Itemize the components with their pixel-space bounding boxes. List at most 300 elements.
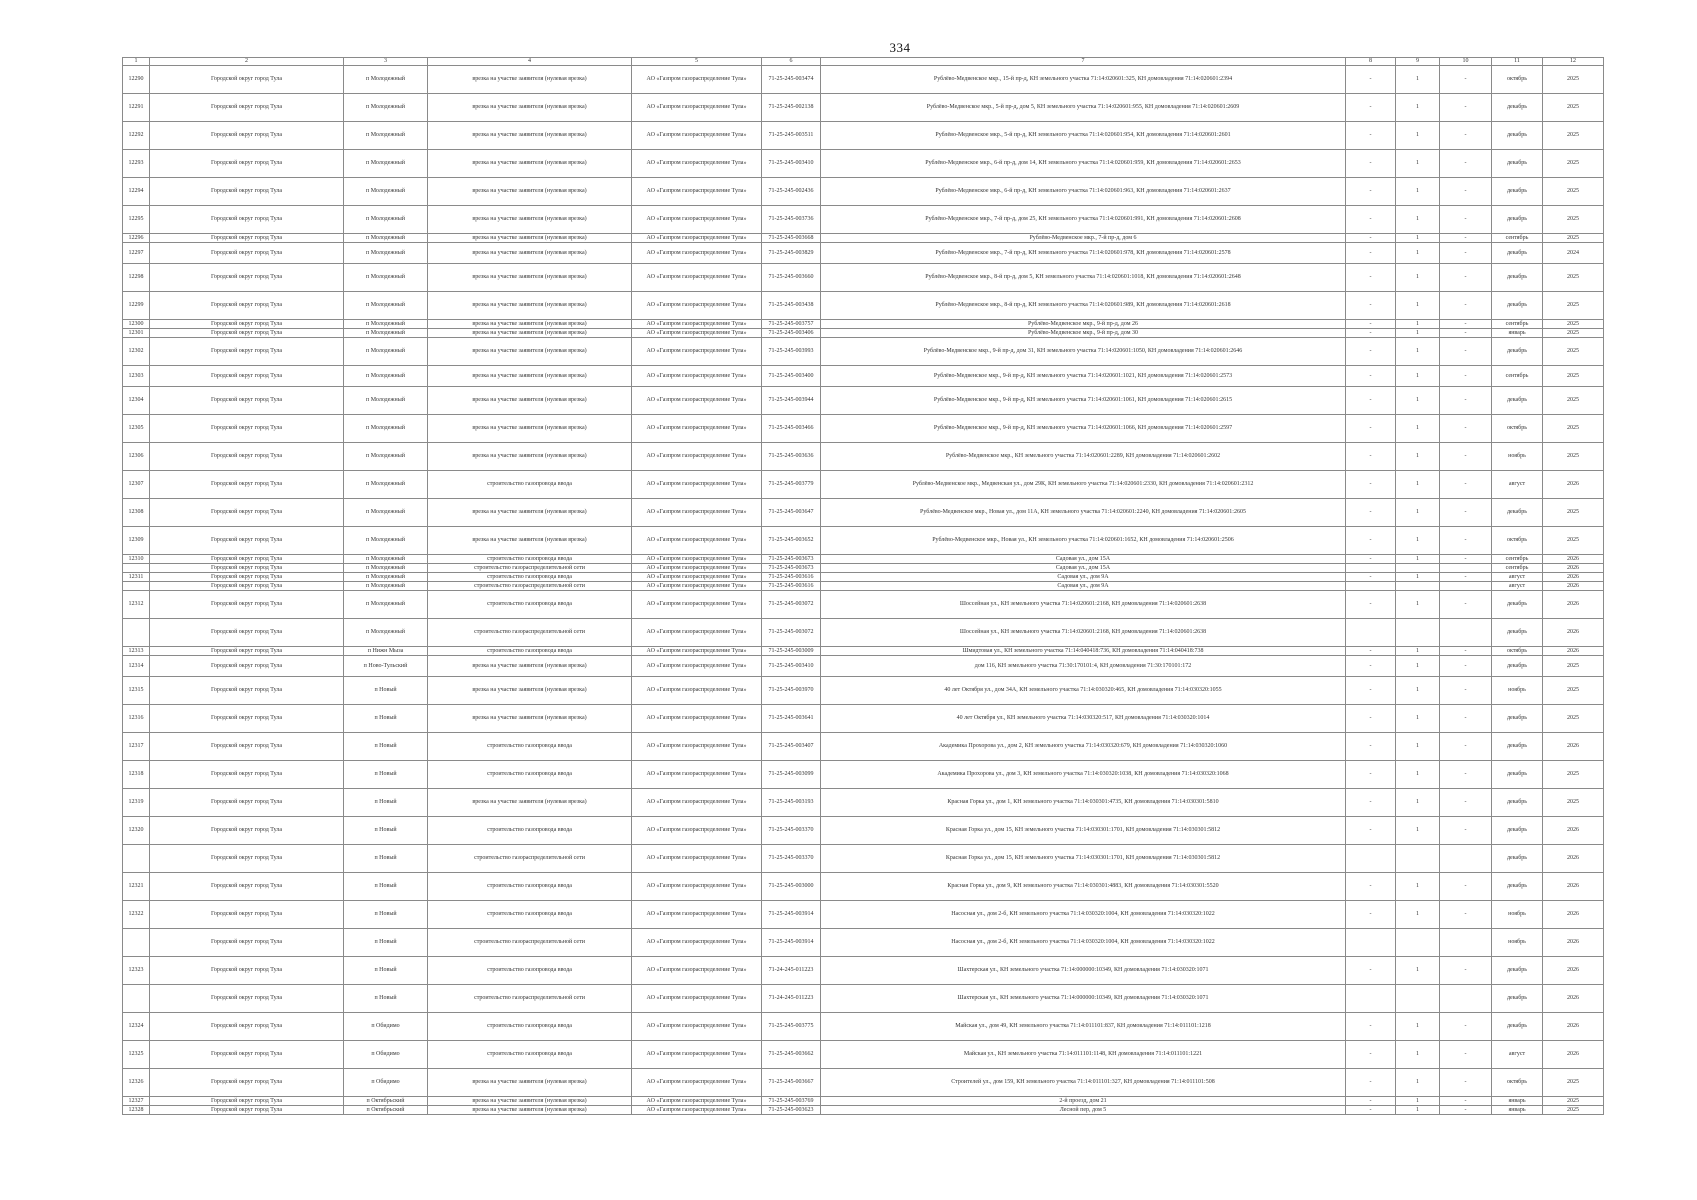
cell-work-type: врезка на участке заявителя (нулевая врезка): [428, 1106, 632, 1115]
cell-address: Академика Прохорова ул., дом 3, КН земельного участка 71:14:030320:1038, КН домовладения 71:14:030320:1068: [821, 761, 1346, 789]
cell-month: декабрь: [1492, 705, 1543, 733]
cell-col-8: -: [1346, 292, 1396, 320]
cell-month: декабрь: [1492, 656, 1543, 677]
table-row: [123, 761, 1604, 789]
cell-col-8: -: [1346, 573, 1396, 582]
cell-work-type: строительство газопровода ввода: [428, 647, 632, 656]
cell-work-type: врезка на участке заявителя (нулевая врезка): [428, 443, 632, 471]
cell-work-type: врезка на участке заявителя (нулевая врезка): [428, 415, 632, 443]
cell-month: декабрь: [1492, 733, 1543, 761]
cell-application-number: 71-25-245-003438: [762, 292, 821, 320]
table-row: [123, 94, 1604, 122]
cell-month: декабрь: [1492, 985, 1543, 1013]
cell-work-type: врезка на участке заявителя (нулевая врезка): [428, 677, 632, 705]
cell-municipality: Городской округ город Тула: [150, 292, 344, 320]
cell-col-8: -: [1346, 234, 1396, 243]
cell-row-number: 12303: [123, 366, 150, 387]
cell-municipality: Городской округ город Тула: [150, 845, 344, 873]
cell-municipality: Городской округ город Тула: [150, 1069, 344, 1097]
table-row: [123, 387, 1604, 415]
cell-month: август: [1492, 573, 1543, 582]
cell-row-number: 12318: [123, 761, 150, 789]
cell-work-type: врезка на участке заявителя (нулевая врезка): [428, 1097, 632, 1106]
cell-year: 2025: [1543, 527, 1604, 555]
cell-work-type: врезка на участке заявителя (нулевая врезка): [428, 122, 632, 150]
cell-month: декабрь: [1492, 1013, 1543, 1041]
cell-col-10: -: [1440, 292, 1492, 320]
cell-municipality: Городской округ город Тула: [150, 656, 344, 677]
cell-settlement: п Новый: [344, 677, 428, 705]
cell-month: декабрь: [1492, 873, 1543, 901]
cell-col-9: 1: [1396, 1106, 1440, 1115]
cell-col-10: -: [1440, 1041, 1492, 1069]
cell-work-type: врезка на участке заявителя (нулевая врезка): [428, 705, 632, 733]
cell-municipality: Городской округ город Тула: [150, 957, 344, 985]
cell-year: 2026: [1543, 573, 1604, 582]
cell-municipality: Городской округ город Тула: [150, 264, 344, 292]
cell-month: октябрь: [1492, 415, 1543, 443]
cell-work-type: врезка на участке заявителя (нулевая врезка): [428, 320, 632, 329]
cell-year: 2025: [1543, 150, 1604, 178]
cell-organization: АО «Газпром газораспределение Тула»: [632, 619, 762, 647]
cell-col-9: 1: [1396, 243, 1440, 264]
cell-municipality: Городской округ город Тула: [150, 366, 344, 387]
cell-address: Насосная ул., дом 2-б, КН земельного участка 71:14:030320:1004, КН домовладения 71:14:030320:1022: [821, 929, 1346, 957]
cell-col-10: [1440, 929, 1492, 957]
cell-col-8: -: [1346, 499, 1396, 527]
cell-col-9: [1396, 929, 1440, 957]
cell-application-number: 71-25-245-003474: [762, 66, 821, 94]
cell-municipality: Городской округ город Тула: [150, 338, 344, 366]
cell-work-type: строительство газораспределительной сети: [428, 929, 632, 957]
cell-organization: АО «Газпром газораспределение Тула»: [632, 527, 762, 555]
page-number: 334: [889, 40, 911, 55]
cell-col-8: -: [1346, 471, 1396, 499]
cell-row-number: 12315: [123, 677, 150, 705]
table-row: [123, 1069, 1604, 1097]
cell-address: Рублёво-Медвенское мкр., 7-й пр-д, дом 6: [821, 234, 1346, 243]
cell-col-9: 1: [1396, 817, 1440, 845]
cell-row-number: 12297: [123, 243, 150, 264]
cell-municipality: Городской округ город Тула: [150, 122, 344, 150]
cell-col-8: -: [1346, 178, 1396, 206]
cell-organization: АО «Газпром газораспределение Тула»: [632, 415, 762, 443]
cell-col-10: -: [1440, 122, 1492, 150]
cell-address: Рублёво-Медвенское мкр., 8-й пр-д, КН земельного участка 71:14:020601:989, КН домовладения 71:14:020601:2618: [821, 292, 1346, 320]
cell-year: 2025: [1543, 677, 1604, 705]
cell-row-number: 12324: [123, 1013, 150, 1041]
cell-row-number: 12326: [123, 1069, 150, 1097]
cell-row-number: 12296: [123, 234, 150, 243]
cell-col-10: -: [1440, 366, 1492, 387]
cell-col-9: 1: [1396, 122, 1440, 150]
cell-organization: АО «Газпром газораспределение Тула»: [632, 387, 762, 415]
cell-work-type: строительство газопровода ввода: [428, 555, 632, 564]
cell-year: 2025: [1543, 206, 1604, 234]
cell-month: август: [1492, 1041, 1543, 1069]
cell-municipality: Городской округ город Тула: [150, 527, 344, 555]
cell-municipality: Городской округ город Тула: [150, 320, 344, 329]
cell-col-8: -: [1346, 555, 1396, 564]
cell-col-8: -: [1346, 957, 1396, 985]
cell-address: Рублёво-Медвенское мкр., 8-й пр-д, дом 5, КН земельного участка 71:14:020601:1018, КН домовладения 71:14:020601:2648: [821, 264, 1346, 292]
cell-col-10: -: [1440, 1097, 1492, 1106]
cell-address: Садовая ул., дом 15А: [821, 564, 1346, 573]
cell-work-type: врезка на участке заявителя (нулевая врезка): [428, 178, 632, 206]
cell-year: 2025: [1543, 1097, 1604, 1106]
column-header-3: 3: [344, 58, 428, 66]
cell-work-type: врезка на участке заявителя (нулевая врезка): [428, 243, 632, 264]
cell-work-type: врезка на участке заявителя (нулевая врезка): [428, 338, 632, 366]
cell-address: Шмидтовая ул., КН земельного участка 71:14:040418:736, КН домовладения 71:14:040418:738: [821, 647, 1346, 656]
cell-row-number: 12319: [123, 789, 150, 817]
cell-row-number: 12314: [123, 656, 150, 677]
cell-row-number: 12295: [123, 206, 150, 234]
cell-col-10: -: [1440, 150, 1492, 178]
cell-settlement: п Молодежный: [344, 338, 428, 366]
cell-address: Красная Горка ул., дом 15, КН земельного участка 71:14:030301:1701, КН домовладения 71:14:030301:5812: [821, 845, 1346, 873]
cell-organization: АО «Газпром газораспределение Тула»: [632, 178, 762, 206]
cell-row-number: 12302: [123, 338, 150, 366]
cell-municipality: Городской округ город Тула: [150, 555, 344, 564]
cell-municipality: Городской округ город Тула: [150, 733, 344, 761]
cell-application-number: 71-25-245-003673: [762, 555, 821, 564]
cell-settlement: п Молодежный: [344, 471, 428, 499]
table-row: [123, 733, 1604, 761]
cell-row-number: 12313: [123, 647, 150, 656]
cell-organization: АО «Газпром газораспределение Тула»: [632, 705, 762, 733]
cell-address: Майская ул., КН земельного участка 71:14:011101:1148, КН домовладения 71:14:011101:1221: [821, 1041, 1346, 1069]
cell-settlement: п Октябрьский: [344, 1097, 428, 1106]
cell-col-8: [1346, 845, 1396, 873]
cell-col-9: 1: [1396, 647, 1440, 656]
cell-address: Рублёво-Медвенское мкр., Медвенская ул., дом 29К, КН земельного участка 71:14:020601:2330, КН домовладения 71:14:020601:2312: [821, 471, 1346, 499]
cell-address: Рублёво-Медвенское мкр., 7-й пр-д, дом 25, КН земельного участка 71:14:020601:991, КН домовладения 71:14:020601:2608: [821, 206, 1346, 234]
cell-row-number: [123, 845, 150, 873]
cell-year: 2025: [1543, 338, 1604, 366]
cell-address: Садовая ул., дом 9А: [821, 573, 1346, 582]
cell-year: 2026: [1543, 564, 1604, 573]
cell-row-number: 12327: [123, 1097, 150, 1106]
cell-settlement: п Обидимо: [344, 1069, 428, 1097]
cell-municipality: Городской округ город Тула: [150, 329, 344, 338]
table-row: [123, 573, 1604, 582]
cell-settlement: п Новый: [344, 845, 428, 873]
column-header-8: 8: [1346, 58, 1396, 66]
cell-work-type: строительство газораспределительной сети: [428, 845, 632, 873]
cell-col-9: 1: [1396, 1097, 1440, 1106]
table-row: [123, 292, 1604, 320]
table-row: [123, 320, 1604, 329]
cell-year: 2025: [1543, 66, 1604, 94]
cell-settlement: п Молодежный: [344, 387, 428, 415]
cell-year: 2026: [1543, 929, 1604, 957]
table-row: [123, 234, 1604, 243]
cell-col-10: -: [1440, 733, 1492, 761]
cell-work-type: врезка на участке заявителя (нулевая врезка): [428, 66, 632, 94]
cell-month: ноябрь: [1492, 901, 1543, 929]
cell-col-9: 1: [1396, 555, 1440, 564]
cell-organization: АО «Газпром газораспределение Тула»: [632, 122, 762, 150]
cell-settlement: п Молодежный: [344, 243, 428, 264]
cell-municipality: Городской округ город Тула: [150, 1041, 344, 1069]
cell-col-8: -: [1346, 329, 1396, 338]
cell-settlement: п Обидимо: [344, 1013, 428, 1041]
cell-work-type: строительство газопровода ввода: [428, 1041, 632, 1069]
cell-organization: АО «Газпром газораспределение Тула»: [632, 338, 762, 366]
table-row: [123, 1013, 1604, 1041]
table-row: [123, 471, 1604, 499]
cell-month: сентябрь: [1492, 320, 1543, 329]
cell-col-8: -: [1346, 733, 1396, 761]
cell-row-number: 12298: [123, 264, 150, 292]
cell-col-10: -: [1440, 591, 1492, 619]
cell-col-9: 1: [1396, 527, 1440, 555]
cell-application-number: 71-25-245-003779: [762, 471, 821, 499]
cell-col-10: -: [1440, 901, 1492, 929]
table-row: [123, 150, 1604, 178]
cell-address: 40 лет Октября ул., дом 34А, КН земельного участка 71:14:030320:465, КН домовладения 71:14:030320:1055: [821, 677, 1346, 705]
cell-row-number: [123, 582, 150, 591]
cell-settlement: п Молодежный: [344, 94, 428, 122]
cell-application-number: 71-25-245-003511: [762, 122, 821, 150]
cell-col-10: -: [1440, 387, 1492, 415]
cell-application-number: 71-25-245-003410: [762, 656, 821, 677]
cell-work-type: врезка на участке заявителя (нулевая врезка): [428, 206, 632, 234]
cell-year: 2025: [1543, 329, 1604, 338]
cell-work-type: врезка на участке заявителя (нулевая врезка): [428, 789, 632, 817]
cell-col-8: -: [1346, 817, 1396, 845]
cell-col-8: -: [1346, 1013, 1396, 1041]
cell-settlement: п Молодежный: [344, 178, 428, 206]
cell-col-9: 1: [1396, 705, 1440, 733]
cell-address: Рублёво-Медвенское мкр., Новая ул., КН земельного участка 71:14:020601:1652, КН домовладения 71:14:020601:2506: [821, 527, 1346, 555]
cell-year: 2026: [1543, 471, 1604, 499]
cell-row-number: 12320: [123, 817, 150, 845]
cell-year: 2025: [1543, 292, 1604, 320]
cell-row-number: 12307: [123, 471, 150, 499]
cell-year: 2026: [1543, 845, 1604, 873]
cell-settlement: п Молодежный: [344, 122, 428, 150]
cell-settlement: п Молодежный: [344, 329, 428, 338]
cell-col-9: 1: [1396, 677, 1440, 705]
table-row: [123, 66, 1604, 94]
column-header-10: 10: [1440, 58, 1492, 66]
cell-col-9: [1396, 619, 1440, 647]
cell-organization: АО «Газпром газораспределение Тула»: [632, 677, 762, 705]
column-header-4: 4: [428, 58, 632, 66]
cell-application-number: 71-25-245-003641: [762, 705, 821, 733]
cell-address: Рублёво-Медвенское мкр., 9-й пр-д, КН земельного участка 71:14:020601:1021, КН домовладения 71:14:020601:2573: [821, 366, 1346, 387]
cell-col-9: 1: [1396, 789, 1440, 817]
cell-settlement: п Молодежный: [344, 619, 428, 647]
cell-application-number: 71-25-245-003757: [762, 320, 821, 329]
table-row: [123, 264, 1604, 292]
cell-year: 2026: [1543, 555, 1604, 564]
cell-col-10: -: [1440, 264, 1492, 292]
cell-col-9: 1: [1396, 761, 1440, 789]
cell-municipality: Городской округ город Тула: [150, 591, 344, 619]
cell-row-number: 12322: [123, 901, 150, 929]
cell-address: Строителей ул., дом 159, КН земельного участка 71:14:011101:327, КН домовладения 71:14:011101:508: [821, 1069, 1346, 1097]
cell-month: декабрь: [1492, 591, 1543, 619]
cell-address: Академика Прохорова ул., дом 2, КН земельного участка 71:14:030320:679, КН домовладения 71:14:030320:1060: [821, 733, 1346, 761]
cell-month: декабрь: [1492, 122, 1543, 150]
cell-month: январь: [1492, 1106, 1543, 1115]
cell-work-type: врезка на участке заявителя (нулевая врезка): [428, 387, 632, 415]
cell-settlement: п Молодежный: [344, 573, 428, 582]
cell-application-number: 71-25-245-003099: [762, 761, 821, 789]
cell-settlement: п Новый: [344, 761, 428, 789]
cell-year: 2025: [1543, 789, 1604, 817]
cell-col-9: [1396, 582, 1440, 591]
cell-municipality: Городской округ город Тула: [150, 443, 344, 471]
cell-col-10: -: [1440, 243, 1492, 264]
cell-municipality: Городской округ город Тула: [150, 94, 344, 122]
table-row: [123, 1097, 1604, 1106]
cell-col-10: -: [1440, 206, 1492, 234]
cell-organization: АО «Газпром газораспределение Тула»: [632, 789, 762, 817]
cell-municipality: Городской округ город Тула: [150, 705, 344, 733]
cell-application-number: 71-25-245-003072: [762, 591, 821, 619]
cell-col-9: 1: [1396, 206, 1440, 234]
cell-year: 2025: [1543, 94, 1604, 122]
cell-settlement: п Молодежный: [344, 582, 428, 591]
cell-year: 2025: [1543, 499, 1604, 527]
cell-row-number: 12311: [123, 573, 150, 582]
cell-month: декабрь: [1492, 150, 1543, 178]
cell-col-10: -: [1440, 329, 1492, 338]
cell-work-type: строительство газопровода ввода: [428, 873, 632, 901]
cell-municipality: Городской округ город Тула: [150, 573, 344, 582]
cell-row-number: [123, 564, 150, 573]
cell-work-type: врезка на участке заявителя (нулевая врезка): [428, 499, 632, 527]
cell-organization: АО «Газпром газораспределение Тула»: [632, 901, 762, 929]
cell-col-10: [1440, 582, 1492, 591]
cell-application-number: 71-25-245-003370: [762, 845, 821, 873]
cell-col-8: -: [1346, 66, 1396, 94]
cell-col-8: -: [1346, 338, 1396, 366]
cell-month: декабрь: [1492, 789, 1543, 817]
header-row: [123, 58, 1604, 66]
cell-month: декабрь: [1492, 264, 1543, 292]
cell-work-type: строительство газопровода ввода: [428, 957, 632, 985]
table-row: [123, 243, 1604, 264]
cell-address: Шахтерская ул., КН земельного участка 71:14:000000:10349, КН домовладения 71:14:030320:1071: [821, 985, 1346, 1013]
cell-organization: АО «Газпром газораспределение Тула»: [632, 234, 762, 243]
cell-organization: АО «Газпром газораспределение Тула»: [632, 555, 762, 564]
cell-col-9: 1: [1396, 387, 1440, 415]
cell-month: сентябрь: [1492, 555, 1543, 564]
cell-application-number: 71-25-245-003000: [762, 873, 821, 901]
cell-col-8: -: [1346, 1069, 1396, 1097]
cell-work-type: строительство газопровода ввода: [428, 901, 632, 929]
cell-municipality: Городской округ город Тула: [150, 677, 344, 705]
cell-col-10: -: [1440, 677, 1492, 705]
cell-month: январь: [1492, 1097, 1543, 1106]
cell-application-number: 71-25-245-003736: [762, 206, 821, 234]
table-row: [123, 873, 1604, 901]
cell-application-number: 71-25-245-003668: [762, 234, 821, 243]
cell-municipality: Городской округ город Тула: [150, 647, 344, 656]
cell-col-10: -: [1440, 471, 1492, 499]
cell-work-type: строительство газопровода ввода: [428, 1013, 632, 1041]
table-row: [123, 901, 1604, 929]
cell-col-8: -: [1346, 647, 1396, 656]
cell-organization: АО «Газпром газораспределение Тула»: [632, 929, 762, 957]
cell-municipality: Городской округ город Тула: [150, 499, 344, 527]
table-row: [123, 591, 1604, 619]
cell-col-9: 1: [1396, 499, 1440, 527]
cell-col-9: 1: [1396, 901, 1440, 929]
cell-address: Рублёво-Медвенское мкр., 6-й пр-д, дом 14, КН земельного участка 71:14:020601:959, КН домовладения 71:14:020601:2653: [821, 150, 1346, 178]
cell-settlement: п Молодежный: [344, 555, 428, 564]
cell-col-10: -: [1440, 415, 1492, 443]
cell-col-8: -: [1346, 901, 1396, 929]
cell-col-10: -: [1440, 957, 1492, 985]
cell-year: 2025: [1543, 656, 1604, 677]
cell-col-10: -: [1440, 178, 1492, 206]
cell-row-number: 12321: [123, 873, 150, 901]
cell-work-type: строительство газопровода ввода: [428, 471, 632, 499]
cell-year: 2026: [1543, 1013, 1604, 1041]
cell-application-number: 71-25-245-003072: [762, 619, 821, 647]
cell-application-number: 71-25-245-003406: [762, 329, 821, 338]
cell-row-number: 12316: [123, 705, 150, 733]
cell-col-10: -: [1440, 656, 1492, 677]
cell-address: Рублёво-Медвенское мкр., 5-й пр-д, КН земельного участка 71:14:020601:954, КН домовладения 71:14:020601:2601: [821, 122, 1346, 150]
cell-work-type: врезка на участке заявителя (нулевая врезка): [428, 656, 632, 677]
cell-col-8: -: [1346, 366, 1396, 387]
cell-work-type: строительство газопровода ввода: [428, 817, 632, 845]
cell-organization: АО «Газпром газораспределение Тула»: [632, 443, 762, 471]
cell-address: Рублёво-Медвенское мкр., 9-й пр-д, КН земельного участка 71:14:020601:1061, КН домовладения 71:14:020601:2615: [821, 387, 1346, 415]
cell-municipality: Городской округ город Тула: [150, 761, 344, 789]
cell-col-9: 1: [1396, 573, 1440, 582]
cell-row-number: 12317: [123, 733, 150, 761]
cell-address: Рублёво-Медвенское мкр., 7-й пр-д, КН земельного участка 71:14:020601:978, КН домовладения 71:14:020601:2578: [821, 243, 1346, 264]
cell-row-number: 12310: [123, 555, 150, 564]
cell-col-10: [1440, 845, 1492, 873]
cell-year: 2024: [1543, 243, 1604, 264]
cell-year: 2026: [1543, 873, 1604, 901]
cell-municipality: Городской округ город Тула: [150, 929, 344, 957]
cell-work-type: строительство газораспределительной сети: [428, 985, 632, 1013]
cell-application-number: 71-25-245-003193: [762, 789, 821, 817]
cell-col-10: -: [1440, 234, 1492, 243]
cell-organization: АО «Газпром газораспределение Тула»: [632, 1013, 762, 1041]
cell-row-number: [123, 929, 150, 957]
cell-col-10: -: [1440, 789, 1492, 817]
cell-col-9: [1396, 985, 1440, 1013]
cell-application-number: 71-25-245-003914: [762, 929, 821, 957]
cell-work-type: врезка на участке заявителя (нулевая врезка): [428, 264, 632, 292]
cell-settlement: п Обидимо: [344, 1041, 428, 1069]
cell-row-number: 12323: [123, 957, 150, 985]
table-body: [123, 66, 1604, 1115]
table-row: [123, 789, 1604, 817]
cell-col-10: -: [1440, 94, 1492, 122]
cell-application-number: 71-25-245-003370: [762, 817, 821, 845]
cell-col-9: 1: [1396, 1013, 1440, 1041]
cell-municipality: Городской округ город Тула: [150, 817, 344, 845]
cell-col-10: -: [1440, 338, 1492, 366]
table-row: [123, 647, 1604, 656]
cell-col-8: -: [1346, 1106, 1396, 1115]
cell-organization: АО «Газпром газораспределение Тула»: [632, 873, 762, 901]
cell-work-type: строительство газопровода ввода: [428, 761, 632, 789]
cell-address: Шоссейная ул., КН земельного участка 71:14:020601:2168, КН домовладения 71:14:020601:2638: [821, 591, 1346, 619]
